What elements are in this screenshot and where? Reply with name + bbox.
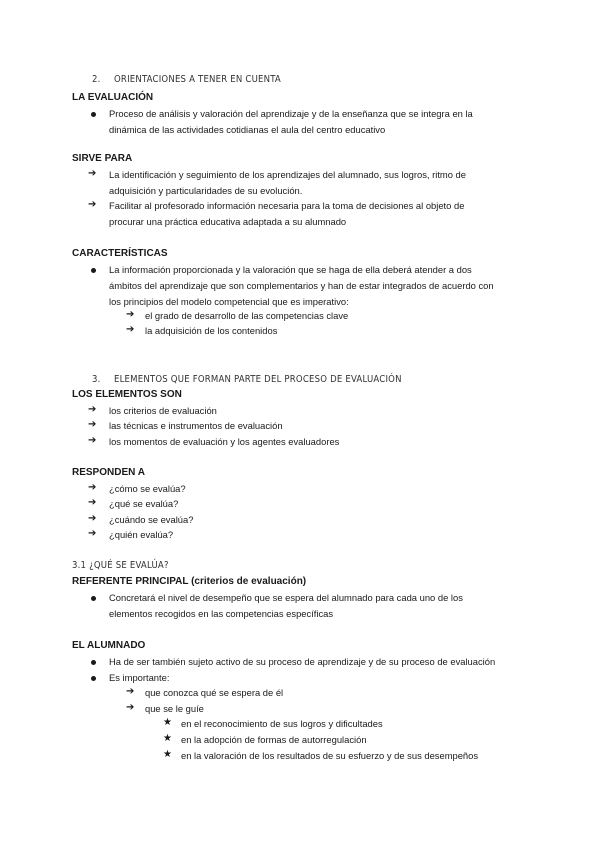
alumnado-bullet-2: Es importante:	[109, 672, 170, 683]
bullet-icon	[91, 268, 96, 273]
responden-item-1: ¿cómo se evalúa?	[109, 483, 186, 494]
section-2-title	[92, 74, 281, 85]
referente-heading-bold: REFERENTE PRINCIPAL	[72, 576, 189, 587]
section-2-number: 2.	[92, 74, 101, 85]
star-icon: ★	[163, 733, 172, 744]
arrow-icon: ➔	[126, 309, 135, 320]
alumnado-bullet-1: Ha de ser también sujeto activo de su proceso de aprendizaje y de su proceso de evaluación	[109, 656, 496, 667]
heading-sirve-para: SIRVE PARA	[72, 153, 133, 164]
arrow-icon: ➔	[126, 324, 135, 335]
section-3-title-text: ELEMENTOS QUE FORMAN PARTE DEL PROCESO DE EVALUACIÓN	[114, 374, 402, 385]
alumnado-star-3: en la valoración de los resultados de su esfuerzo y de sus desempeños	[181, 750, 479, 761]
sirve-item-1-line-1: La identificación y seguimiento de los aprendizajes del alumnado, sus logros, ritmo de	[109, 169, 466, 180]
section-3-number: 3.	[92, 374, 101, 385]
arrow-icon: ➔	[126, 686, 135, 697]
caracteristicas-line-1: La información proporcionada y la valoración que se haga de ella deberá atender a dos	[109, 264, 472, 275]
heading-caracteristicas: CARACTERÍSTICAS	[72, 248, 168, 259]
arrow-icon: ➔	[88, 419, 97, 430]
referente-line-1: Concretará el nivel de desempeño que se espera del alumnado para cada uno de los	[109, 592, 463, 603]
sirve-item-1-line-2: adquisición y particularidades de su evolución.	[109, 185, 303, 196]
bullet-icon	[91, 596, 96, 601]
heading-responden-a: RESPONDEN A	[72, 467, 145, 478]
alumnado-arrow-2: que se le guíe	[145, 703, 204, 714]
caracteristicas-line-2: ámbitos del aprendizaje que son complementarios y han de estar integrados de acuerdo con	[109, 280, 494, 291]
heading-el-alumnado: EL ALUMNADO	[72, 640, 146, 651]
arrow-icon: ➔	[88, 482, 97, 493]
responden-item-4: ¿quién evalúa?	[109, 529, 174, 540]
heading-la-evaluacion: LA EVALUACIÓN	[72, 92, 154, 103]
section-3-title	[92, 374, 402, 385]
arrow-icon: ➔	[88, 497, 97, 508]
alumnado-arrow-1: que conozca qué se espera de él	[145, 687, 284, 698]
heading-referente-principal	[72, 576, 306, 587]
evaluacion-text-line-2: dinámica de las actividades cotidianas el aula del centro educativo	[109, 124, 386, 135]
evaluacion-text-line-1: Proceso de análisis y valoración del aprendizaje y de la enseñanza que se integra en la	[109, 108, 473, 119]
arrow-icon: ➔	[88, 435, 97, 446]
bullet-icon	[91, 660, 96, 665]
caracteristicas-line-3: los principios del modelo competencial que es imperativo:	[109, 296, 349, 307]
heading-los-elementos-son: LOS ELEMENTOS SON	[72, 389, 182, 400]
elementos-item-2: las técnicas e instrumentos de evaluación	[109, 420, 283, 431]
referente-line-2: elementos recogidos en las competencias específicas	[109, 608, 334, 619]
bullet-icon	[91, 676, 96, 681]
referente-heading-rest: (criterios de evaluación)	[188, 576, 307, 587]
arrow-icon: ➔	[88, 528, 97, 539]
responden-item-3: ¿cuándo se evalúa?	[109, 514, 194, 525]
arrow-icon: ➔	[88, 513, 97, 524]
section-2-title-text: ORIENTACIONES A TENER EN CUENTA	[114, 74, 281, 85]
sirve-item-2-line-2: procurar una práctica educativa adaptada a su alumnado	[109, 216, 347, 227]
alumnado-star-1: en el reconocimiento de sus logros y dificultades	[181, 718, 383, 729]
alumnado-star-2: en la adopción de formas de autorregulación	[181, 734, 367, 745]
caracteristicas-subitem-2: la adquisición de los contenidos	[145, 325, 278, 336]
responden-item-2: ¿qué se evalúa?	[109, 498, 179, 509]
section-3-1-title: 3.1 ¿QUÉ SE EVALÚA?	[72, 560, 169, 571]
elementos-item-1: los criterios de evaluación	[109, 405, 217, 416]
arrow-icon: ➔	[88, 199, 97, 210]
star-icon: ★	[163, 717, 172, 728]
elementos-item-3: los momentos de evaluación y los agentes evaluadores	[109, 436, 340, 447]
bullet-icon	[91, 112, 96, 117]
arrow-icon: ➔	[126, 702, 135, 713]
arrow-icon: ➔	[88, 404, 97, 415]
arrow-icon: ➔	[88, 168, 97, 179]
star-icon: ★	[163, 749, 172, 760]
sirve-item-2-line-1: Facilitar al profesorado información necesaria para la toma de decisiones al objeto de	[109, 200, 465, 211]
caracteristicas-subitem-1: el grado de desarrollo de las competencias clave	[145, 310, 349, 321]
